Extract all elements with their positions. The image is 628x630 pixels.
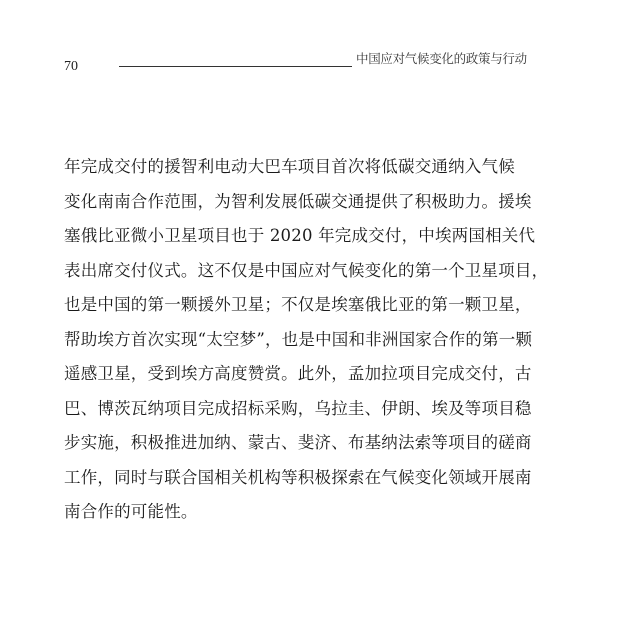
text-line: 步实施，积极推进加纳、蒙古、斐济、布基纳法索等项目的磋商 (64, 433, 532, 452)
text-line: 变化南南合作范围，为智利发展低碳交通提供了积极助力。援埃 (64, 191, 532, 211)
page-number: 70 (64, 59, 78, 74)
body-paragraph (64, 150, 584, 530)
text-line: 帮助埃方首次实现“太空梦”，也是中国和非洲国家合作的第一颗 (64, 329, 533, 349)
text-line: 也是中国的第一颗援外卫星；不仅是埃塞俄比亚的第一颗卫星， (64, 295, 532, 314)
text-line: 巴、博茨瓦纳项目完成招标采购，乌拉圭、伊朗、埃及等项目稳 (64, 398, 532, 418)
text-line: 遥感卫星，受到埃方高度赞赏。此外，孟加拉项目完成交付，古 (64, 364, 532, 383)
text-line: 工作，同时与联合国相关机构等积极探索在气候变化领域开展南 (64, 467, 532, 487)
text-line: 表出席交付仪式。这不仅是中国应对气候变化的第一个卫星项目， (64, 260, 549, 280)
text-line: 南合作的可能性。 (64, 502, 198, 521)
page-header (64, 44, 564, 74)
running-title: 中国应对气候变化的政策与行动 (356, 51, 527, 66)
text-line: 年完成交付的援智利电动大巴车项目首次将低碳交通纳入气候 (64, 157, 515, 176)
text-line: 塞俄比亚微小卫星项目也于 2020 年完成交付，中埃两国相关代 (64, 226, 536, 245)
header-rule (119, 66, 352, 67)
